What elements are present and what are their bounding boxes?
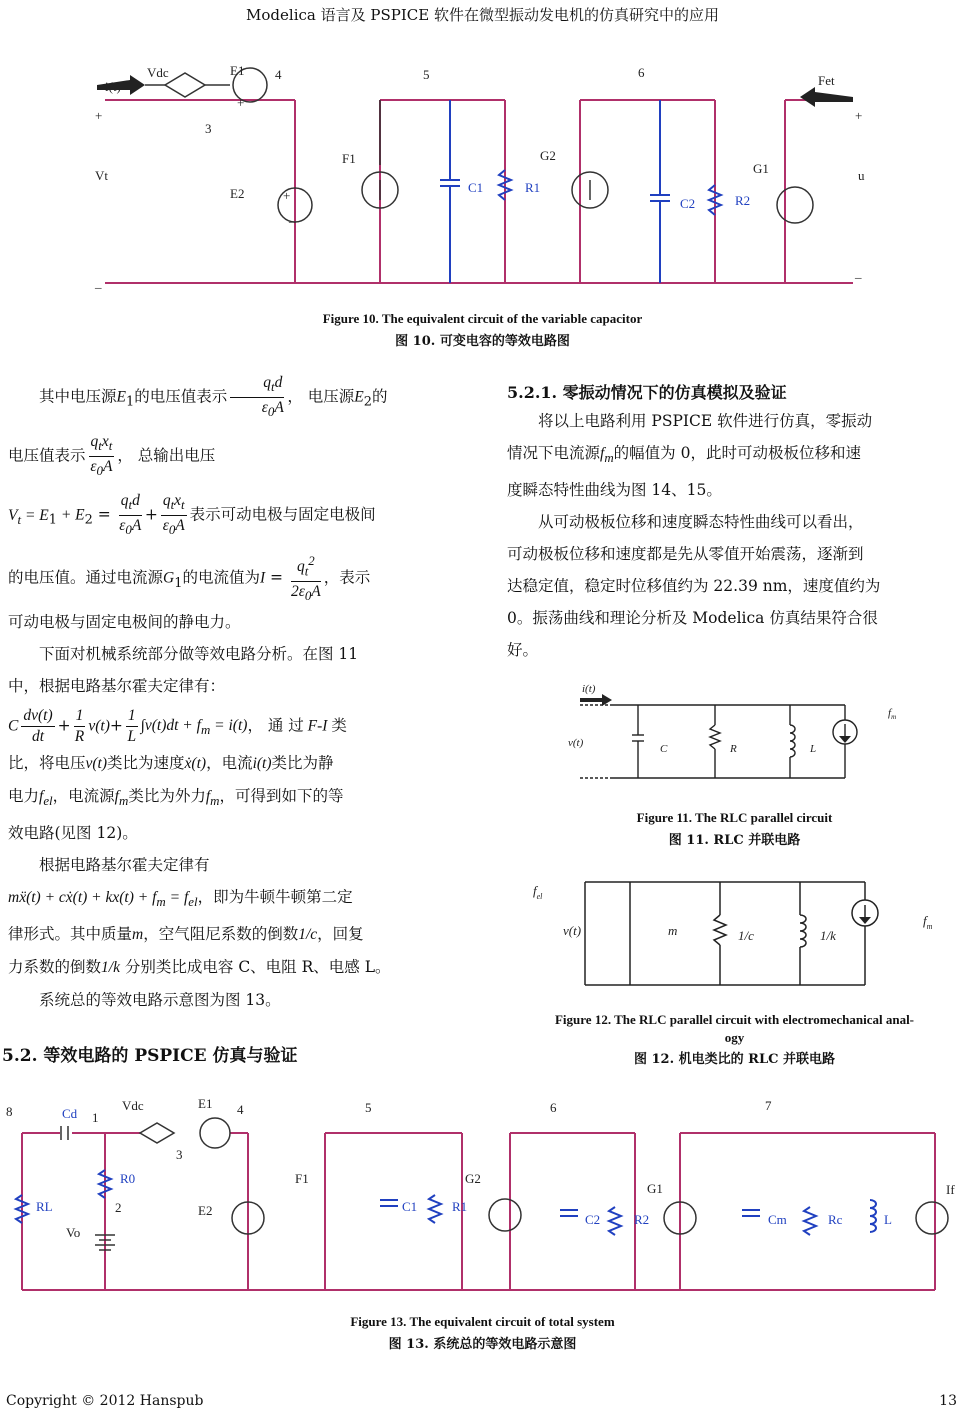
left-para-3-line-3: 律形式。其中质量m，空气阻尼系数的倒数1/c，回复 [8,925,364,944]
fig12-label-k: 1/k [820,928,836,943]
fig13-label-rl: RL [36,1199,53,1214]
fig10-label-minus-right: _ [855,265,862,280]
fig13-label-g2: G2 [465,1171,481,1186]
fig10-label-n6: 6 [638,65,645,80]
fig13-label-n8: 8 [6,1104,13,1119]
fig13-label-cd: Cd [62,1106,78,1121]
fig10-label-plus-right: + [855,108,863,123]
figure-10-circuit [85,55,885,300]
fig13-label-r2: R2 [634,1212,650,1227]
right-para-1-line-3: 度瞬态特性曲线为图 14、15。 [507,481,722,500]
figure-13-circuit [0,1090,965,1310]
fig13-label-n4: 4 [237,1102,244,1117]
figure-11-circuit [560,680,920,800]
fig11-label-l: L [810,743,817,755]
running-header: Modelica 语言及 PSPICE 软件在微型振动发电机的仿真研究中的应用 [246,6,719,24]
left-para-4: 系统总的等效电路示意图为图 13。 [39,991,281,1010]
right-para-2-line-3: 达稳定值，稳定时位移值约为 22.39 nm，速度值约为 [507,577,881,596]
left-para-3-equation: mẍ(t) + cẋ(t) + $kx(t) + f_m = f_{el}$，即为牛顿牛顿第二定 [8,888,353,910]
left-para-1-line-3: $V_t = E_1 + E_2$ = $\frac{q_td}{\varepsilon_0A}$ + $\frac{q_tx_t}{\varepsilon_0A}$ 表示可动电极与固定电极间 [8,492,376,538]
fig10-label-e2: E2 [230,186,245,201]
fig13-label-e2: E2 [198,1203,213,1218]
left-para-2-line-1: 下面对机械系统部分做等效电路分析。在图 11 [39,644,359,663]
fig10-caption-zh: 图 10. 可变电容的等效电路图 [395,334,570,349]
fig13-label-n3: 3 [176,1147,183,1162]
fig10-label-vdc: Vdc [147,65,169,80]
right-column [507,405,962,666]
fig10-label-plus-left: + [95,108,103,123]
fig10-label-n4: 4 [275,67,282,82]
fig10-label-r1: R1 [525,180,541,195]
fig10-label-f1: F1 [342,151,356,166]
fig13-label-f1: F1 [295,1171,309,1186]
left-para-1-line-1: 其中电压源$E_1$的电压值表示 $\frac{q_td}{\varepsilon_0A}$ ， 电压源$E_2$的 [39,374,388,420]
left-para-2-line-2: 中，根据电路基尔霍夫定律有： [8,676,226,695]
fig11-caption-en: Figure 11. The RLC parallel circuit [636,810,833,825]
left-para-1-line-2: 电压值表示 $\frac{q_tx_t}{\varepsilon_0A}$ ， 总输出电压 [8,433,216,479]
fig12-label-c: 1/c [738,928,754,943]
fig12-caption-en-1: Figure 12. The RLC parallel circuit with electromechanical anal- [554,1012,915,1027]
fig11-label-vt: v(t) [568,737,584,749]
left-para-1-line-5: 可动电极与固定电极间的静电力。 [8,612,241,631]
fig10-label-fet: Fet [818,73,835,88]
left-para-3-line-4: 力系数的倒数1/k 分别类比成电容 C、电阻 R、电感 L。 [8,958,391,977]
right-para-1-line-2: 情况下电流源$f_m$的幅值为 0，此时可动极板位移和速 [507,444,861,466]
fig10-label-n3: 3 [205,121,212,136]
fig10-label-c1: C1 [468,180,484,195]
right-para-2-line-5: 好。 [507,641,539,660]
fig13-label-vdc: Vdc [122,1098,144,1113]
right-para-2-line-4: 0。振荡曲线和理论分析及 Modelica 仿真结果符合很 [507,609,878,628]
fig13-label-r0: R0 [120,1171,136,1186]
footer-copyright: Copyright © 2012 Hanspub [6,1393,204,1409]
footer-page-number: 13 [939,1393,957,1409]
fig12-label-m: m [668,923,678,938]
fig11-label-it: i(t) [582,683,596,695]
fig10-e1-plus: + [237,95,245,110]
fig10-label-g2: G2 [540,148,556,163]
fig10-label-vt: Vt [95,168,108,183]
fig12-label-fel: $f_{el}$ [533,883,543,901]
fig10-label-minus-left: _ [95,275,102,290]
left-column [8,373,460,1016]
fig12-caption-zh: 图 12. 机电类比的 RLC 并联电路 [633,1052,835,1067]
fig13-label-n6: 6 [550,1100,557,1115]
fig13-label-n5: 5 [365,1100,372,1115]
fig13-label-n2: 2 [115,1200,122,1215]
fig11-caption-zh: 图 11. RLC 并联电路 [668,833,801,848]
fig10-label-r2: R2 [735,193,751,208]
fig10-e2-plus: + [283,188,291,203]
fig13-label-r1: R1 [452,1199,468,1214]
fig13-label-c1: C1 [402,1199,418,1214]
fig11-label-fm: $f_m$ [888,707,897,721]
fig10-e2-minus: _ [289,209,296,224]
fig11-label-r: R [730,743,737,755]
fig12-label-vt: v(t) [563,923,582,938]
fig13-label-vo: Vo [66,1225,81,1240]
right-para-1-line-1: 将以上电路利用 PSPICE 软件进行仿真，零振动 [538,412,873,430]
fig10-caption-en: Figure 10. The equivalent circuit of the variable capacitor [322,311,643,326]
fig13-caption-zh: 图 13. 系统总的等效电路示意图 [388,1337,577,1352]
fig13-label-n1: 1 [92,1110,99,1125]
fig10-label-c2: C2 [680,196,696,211]
fig13-label-rc: Rc [828,1212,843,1227]
fig13-label-cm: Cm [768,1212,787,1227]
fig13-label-g1: G1 [647,1181,663,1196]
fig10-label-it: i(t) [105,79,121,94]
section-5-2-1-heading: 5.2.1. 零振动情况下的仿真模拟及验证 [507,383,787,402]
fig13-caption-en: Figure 13. The equivalent circuit of total system [350,1314,615,1329]
right-para-2-line-1: 从可动极板位移和速度瞬态特性曲线可以看出， [538,513,864,532]
left-para-1-line-4: 的电压值。通过电流源$G_1$的电流值为I = $\frac{q_t^2}{2\varepsilon_0A}$ ，表示 [8,552,371,603]
fig13-label-if: If [946,1182,955,1197]
fig10-label-g1: G1 [753,161,769,176]
fig12-caption-en-2: ogy [724,1030,745,1045]
left-para-2-line-6: 效电路(见图 12)。 [8,824,138,842]
left-para-2-equation: C $\frac{dv(t)}{dt}$ + $\frac{1}{R}$ v(t)+ $\frac{1}{L}$ $\int v(t)dt + f_m = i(t)$， 通 过 F-I 类 [8,706,347,745]
figure-12-circuit [525,870,945,1000]
fig11-label-c: C [660,743,668,755]
fig13-label-n7: 7 [765,1098,772,1113]
left-para-2-line-5: 电力$f_{el}$，电流源$f_m$类比为外力$f_m$，可得到如下的等 [8,786,344,808]
fig10-label-e1: E1 [230,63,245,78]
fig13-label-e1: E1 [198,1096,213,1111]
fig13-label-l: L [884,1212,892,1227]
left-para-3-line-1: 根据电路基尔霍夫定律有 [39,856,210,874]
fig10-label-u: u [858,168,865,183]
fig10-label-n5: 5 [423,67,430,82]
left-para-2-line-4: 比，将电压v(t)类比为速度ẋ(t)，电流i(t)类比为静 [8,753,334,772]
fig13-label-c2: C2 [585,1212,601,1227]
section-5-2-heading: 5.2. 等效电路的 PSPICE 仿真与验证 [2,1046,298,1066]
right-para-2-line-2: 可动极板位移和速度都是先从零值开始震荡，逐渐到 [507,545,864,564]
fig12-label-fm: $f_m$ [923,913,933,931]
